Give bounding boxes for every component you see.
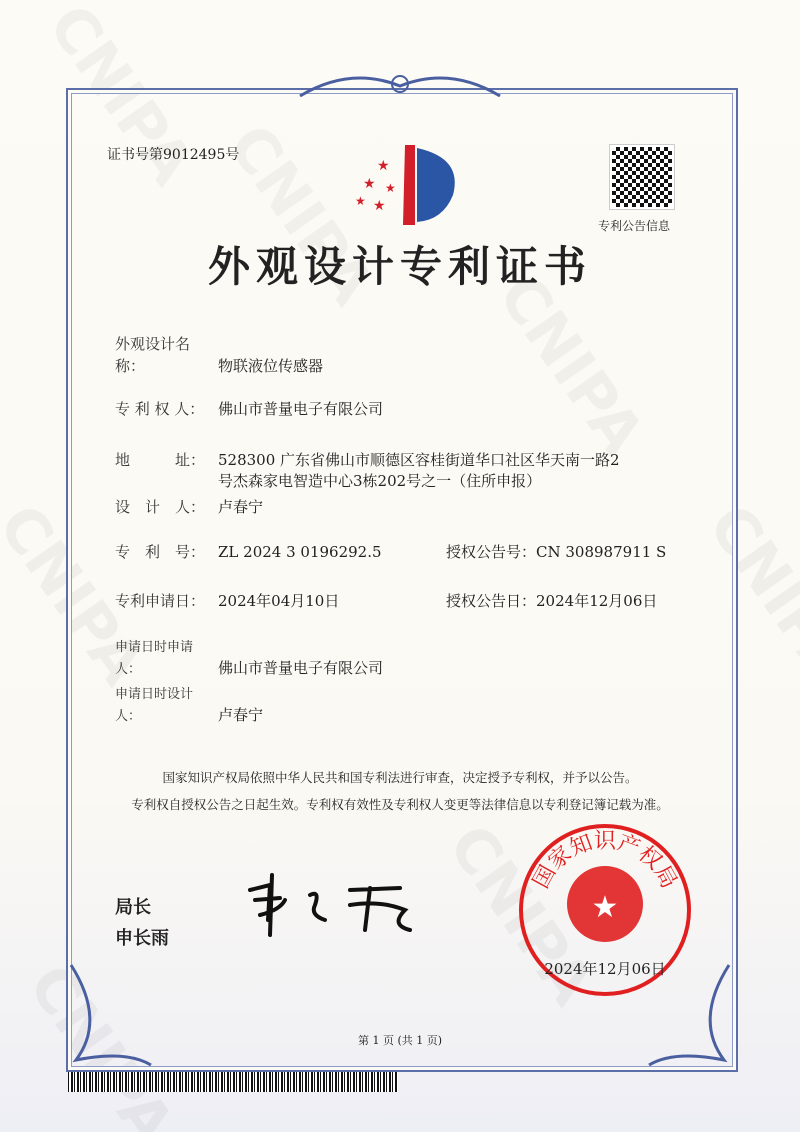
label: 地 址：: [115, 451, 206, 469]
label: 设 计 人：: [115, 498, 206, 516]
ornament-top: [290, 66, 510, 106]
field-design-name: [115, 333, 323, 377]
director-name: 申长雨: [115, 928, 169, 949]
svg-text:★: ★: [363, 176, 376, 192]
signature: [240, 870, 420, 940]
value: 佛山市普量电子有限公司: [218, 400, 384, 418]
svg-text:★: ★: [385, 181, 396, 195]
field-address-line2: 号杰森家电智造中心3栋202号之一（住所申报）: [218, 472, 542, 490]
official-seal: [517, 822, 693, 998]
label: 专利申请日：: [115, 592, 206, 610]
field-designer: [115, 496, 263, 518]
label: 授权公告日：: [446, 592, 537, 610]
value: 2024年04月10日: [218, 592, 340, 610]
value: ZL 2024 3 0196292.5: [218, 543, 382, 561]
page-title: 外观设计专利证书: [207, 242, 592, 291]
label: 专 利 权 人：: [115, 400, 205, 418]
value: 2024年12月06日: [536, 592, 658, 610]
svg-text:★: ★: [377, 158, 390, 174]
value-line1: 528300 广东省佛山市顺德区容桂街道华口社区华天南一路2: [218, 451, 620, 469]
page-footer: 第 1 页 (共 1 页): [357, 1034, 443, 1047]
certificate-number: 证书号第9012495号: [107, 147, 240, 163]
svg-text:★: ★: [591, 890, 619, 925]
svg-text:★: ★: [373, 198, 386, 214]
barcode: [68, 1072, 398, 1092]
field-patent-no: [115, 541, 382, 563]
label: 外观设计名称：: [115, 335, 191, 375]
notice-line-2: 专利权自授权公告之日起生效。专利权有效性及专利权人变更等法律信息以专利登记簿记载为准。: [131, 797, 669, 812]
qr-code[interactable]: [610, 145, 674, 209]
cnipa-logo: [345, 140, 465, 230]
field-filing-date: [115, 590, 339, 612]
qr-caption: 专利公告信息: [598, 219, 671, 233]
value: 卢春宁: [218, 706, 264, 724]
label: 授权公告号：: [446, 543, 537, 561]
notice-line-1: 国家知识产权局依照中华人民共和国专利法进行审查，决定授予专利权，并予以公告。: [162, 770, 638, 785]
seal-org-text: 国家知识产权局: [528, 829, 682, 893]
field-applicant-at-filing: [115, 637, 383, 681]
value: 物联液位传感器: [218, 357, 324, 375]
value: 佛山市普量电子有限公司: [218, 659, 384, 677]
field-patentee: [115, 398, 383, 420]
field-grant-pub-date: [446, 590, 657, 612]
label: 专 利 号：: [115, 543, 206, 561]
seal-date: 2024年12月06日: [544, 960, 666, 978]
label: 申请日时设计人：: [115, 687, 194, 724]
svg-text:★: ★: [355, 194, 366, 208]
label: 申请日时申请人：: [115, 640, 194, 677]
ornament-bottom-left: [66, 960, 156, 1070]
field-grant-pub-no: [446, 541, 666, 563]
value: CN 308987911 S: [536, 543, 667, 561]
field-address: [115, 449, 620, 471]
value: 卢春宁: [218, 498, 264, 516]
field-designer-at-filing: [115, 684, 263, 728]
director-title: 局长: [115, 897, 151, 918]
